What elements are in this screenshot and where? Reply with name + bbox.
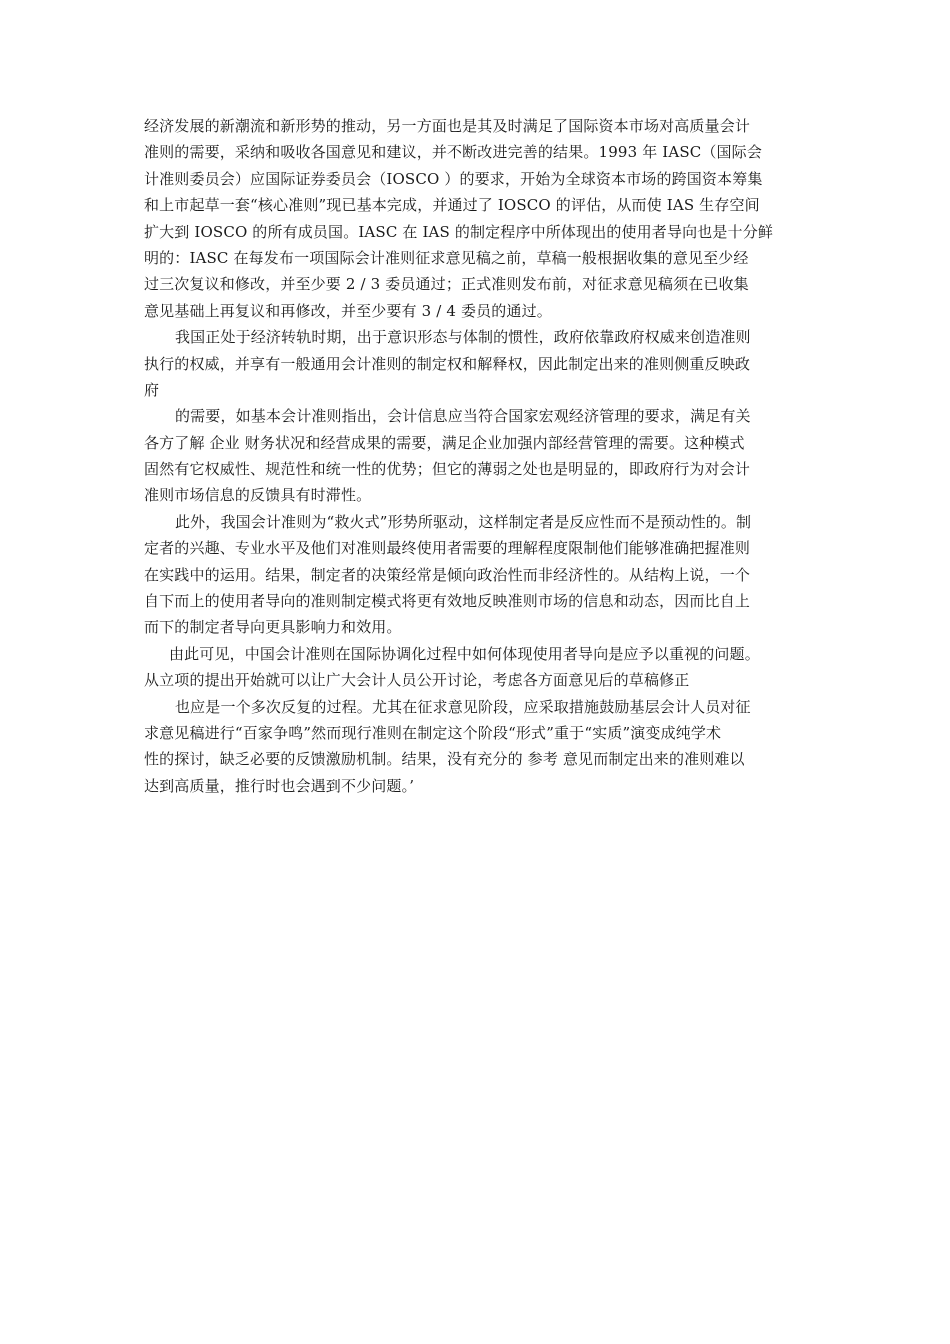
text-line: 和上市起草一套“核心准则”现已基本完成，并通过了 IOSCO 的评估，从而使 IAS 生存空间: [144, 196, 760, 215]
text-line: 自下而上的使用者导向的准则制定模式将更有效地反映准则市场的信息和动态，因而比自上: [144, 592, 751, 611]
text-line: 经济发展的新潮流和新形势的推动，另一方面也是其及时满足了国际资本市场对高质量会计: [144, 117, 751, 135]
paragraph-start-line: 的需要，如基本会计准则指出，会计信息应当符合国家宏观经济管理的要求，满足有关: [175, 407, 751, 426]
text-line: 各方了解 企业 财务状况和经营成果的需要，满足企业加强内部经营管理的需要。这种模式: [144, 433, 745, 452]
text-line: 过三次复议和修改，并至少要 2 / 3 委员通过；正式准则发布前，对征求意见稿须在已收集: [144, 275, 749, 294]
body-text: [144, 113, 834, 799]
text-line: 从立项的提出开始就可以让广大会计人员公开讨论，考虑各方面意见后的草稿修正: [144, 671, 690, 690]
text-line: 求意见稿进行“百家争鸣”然而现行准则在制定这个阶段“形式”重于“实质”演变成纯学术: [144, 723, 722, 742]
text-line: 准则市场信息的反馈具有时滞性。: [144, 486, 372, 505]
text-line: 扩大到 IOSCO 的所有成员国。IASC 在 IAS 的制定程序中所体现出的使用者导向也是十分鲜: [144, 222, 774, 241]
text-line: 准则的需要，采纳和吸收各国意见和建议，并不断改进完善的结果。1993 年 IASC（国际会: [144, 143, 762, 162]
text-line: 达到高质量，推行时也会遇到不少问题。’: [144, 776, 415, 795]
text-line: 府: [144, 380, 160, 399]
text-line: 执行的权威，并享有一般通用会计准则的制定权和解释权，因此制定出来的准则侧重反映政: [144, 354, 751, 373]
text-line: 在实践中的运用。结果，制定者的决策经常是倾向政治性而非经济性的。从结构上说，一个: [144, 565, 751, 584]
paragraph-start-line: 此外，我国会计准则为“救火式”形势所驱动，这样制定者是反应性而不是预动性的。制: [175, 512, 752, 531]
text-line: 意见基础上再复议和再修改，并至少要有 3 / 4 委员的通过。: [144, 301, 552, 320]
text-line: 计准则委员会）应国际证券委员会（IOSCO ）的要求，开始为全球资本市场的跨国资本筹集: [144, 169, 763, 188]
text-line: 明的：IASC 在每发布一项国际会计准则征求意见稿之前，草稿一般根据收集的意见至少经: [144, 248, 749, 267]
paragraph-start-line: 也应是一个多次反复的过程。尤其在征求意见阶段，应采取措施鼓励基层会计人员对征: [175, 697, 751, 716]
paragraph-start-line: 我国正处于经济转轨时期，出于意识形态与体制的惯性，政府依靠政府权威来创造准则: [175, 328, 751, 347]
text-line: 固然有它权威性、规范性和统一性的优势；但它的薄弱之处也是明显的，即政府行为对会计: [144, 460, 751, 479]
paragraph-start-line: 由此可见，中国会计准则在国际协调化过程中如何体现使用者导向是应予以重视的问题。: [169, 644, 760, 663]
text-line: 性的探讨，缺乏必要的反馈激励机制。结果，没有充分的 参考 意见而制定出来的准则难以: [144, 750, 745, 769]
text-line: 而下的制定者导向更具影响力和效用。: [144, 618, 402, 637]
text-line: 定者的兴趣、专业水平及他们对准则最终使用者需要的理解程度限制他们能够准确把握准则: [144, 539, 751, 558]
